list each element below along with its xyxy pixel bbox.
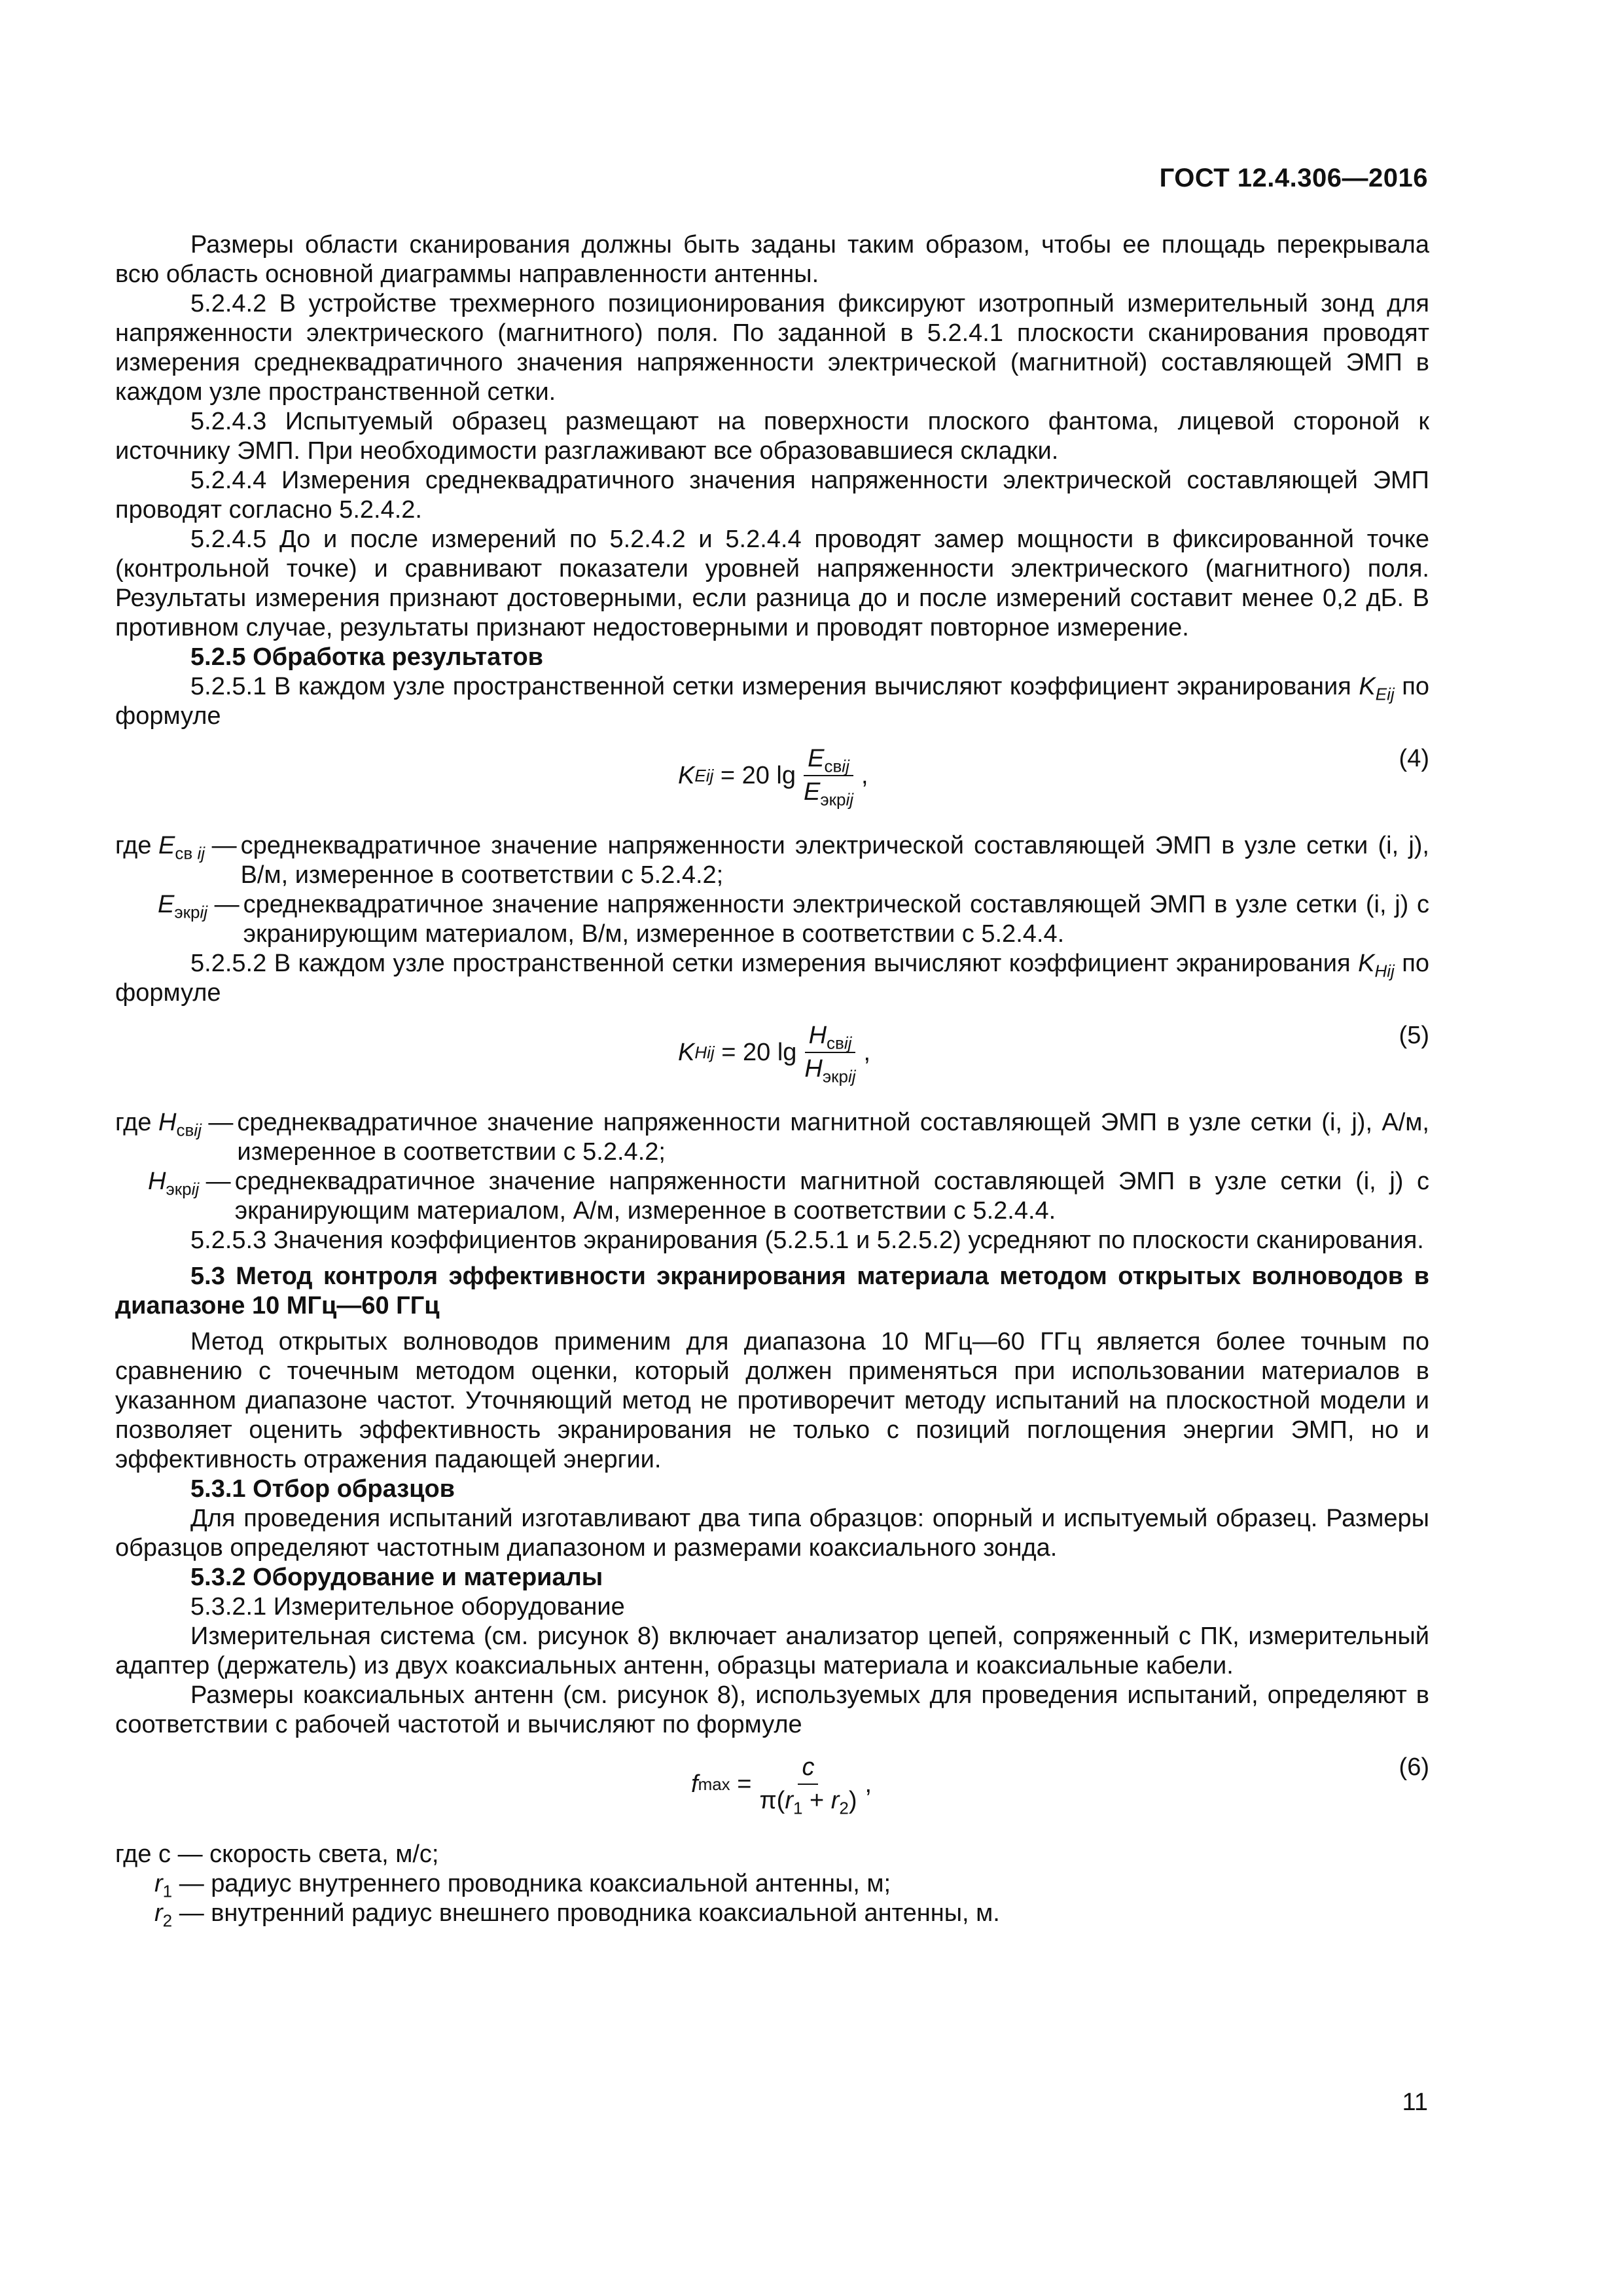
- where-text: среднеквадратичное значение напряженности электрической составляющей ЭМП в узле сетки (i, j), В/м, измеренное в соответствии с 5.2.4.2;: [240, 832, 1429, 889]
- page-content: [115, 230, 1430, 1931]
- page-number: 11: [1402, 2089, 1428, 2116]
- where-text: — радиус внутреннего проводника коаксиальной антенны, м;: [179, 1870, 891, 1897]
- paragraph: Измерительная система (см. рисунок 8) включает анализатор цепей, сопряженный с ПК, измерительный адаптер (держатель) из двух коаксиальных антенн, образцы материала и коаксиальные кабели.: [115, 1623, 1429, 1679]
- formula-5-where-2: $H_{экрij}$ — среднеквадратичное значение напряженности магнитной составляющей ЭМП в узле сетки (i, j) с экранирующим материалом, А/м, измеренное в соответствии с 5.2.4.4.: [148, 1168, 1429, 1225]
- formula-6-expression: f max = $\frac{c}{\pi(r_1 + r_2)}$ ,: [691, 1753, 872, 1818]
- formula-5-expression: K Hij = 20 lg $\frac{H_{свij}}{H_{экрij}}$ ,: [678, 1022, 871, 1086]
- where-text: — внутренний радиус внешнего проводника коаксиальной антенны, м.: [179, 1899, 1000, 1927]
- formula-5-where-1: где $H_{свij}$ — среднеквадратичное значение напряженности магнитной составляющей ЭМП в узле сетки (i, j), А/м, измеренное в соответствии с 5.2.4.2;: [115, 1109, 1429, 1166]
- formula-4: [115, 735, 1429, 823]
- where-text: среднеквадратичное значение напряженности электрической составляющей ЭМП в узле сетки (i, j) с экранирующим материалом, В/м, измеренное в соответствии с 5.2.4.4.: [243, 891, 1429, 948]
- where-label: где: [115, 832, 152, 859]
- formula-4-number: (4): [1399, 745, 1429, 772]
- paragraph-5-2-4-4: 5.2.4.4 Измерения среднеквадратичного значения напряженности электрической составляющей ЭМП проводят согласно 5.2.4.2.: [115, 467, 1429, 524]
- formula-4-expression: K Eij = 20 lg $\frac{E_{свij}}{E_{экрij}}$ ,: [678, 745, 868, 810]
- paragraph-5-3-2-1: 5.3.2.1 Измерительное оборудование: [190, 1593, 625, 1621]
- heading-5-3-2: 5.3.2 Оборудование и материалы: [190, 1564, 603, 1591]
- standard-header: ГОСТ 12.4.306—2016: [1159, 164, 1428, 192]
- heading-5-3: 5.3 Метод контроля эффективности экранирования материала методом открытых волноводов в диапазоне 10 МГц—60 ГГц: [115, 1263, 1429, 1319]
- formula-6: [115, 1744, 1429, 1832]
- paragraph: Для проведения испытаний изготавливают два типа образцов: опорный и испытуемый образец. Размеры образцов определяют частотным диапазоном и размерами коаксиального зонда.: [115, 1505, 1429, 1562]
- paragraph-text: 5.2.5.2 В каждом узле пространственной сетки измерения вычисляют коэффициент экранирования: [190, 950, 1351, 977]
- dash: —: [211, 832, 237, 859]
- paragraph: Размеры области сканирования должны быть заданы таким образом, чтобы ее площадь перекрывала всю область основной диаграммы направленности антенны.: [115, 231, 1429, 288]
- heading-5-2-5: 5.2.5 Обработка результатов: [190, 643, 544, 671]
- paragraph-5-2-5-3: 5.2.5.3 Значения коэффициентов экранирования (5.2.5.1 и 5.2.5.2) усредняют по плоскости сканирования.: [190, 1227, 1424, 1254]
- formula-operator: = 20 lg: [721, 1038, 797, 1066]
- formula-4-where-2: $E_{экрij}$ — среднеквадратичное значение напряженности электрической составляющей ЭМП в узле сетки (i, j) с экранирующим материалом, В/м, измеренное в соответствии с 5.2.4.4.: [158, 891, 1429, 948]
- formula-6-number: (6): [1399, 1753, 1429, 1781]
- where-6-c: где c — скорость света, м/с;: [115, 1840, 439, 1868]
- paragraph-5-2-4-3: 5.2.4.3 Испытуемый образец размещают на поверхности плоского фантома, лицевой стороной к источнику ЭМП. При необходимости разглаживают все образовавшиеся складки.: [115, 408, 1429, 465]
- paragraph-text: 5.2.5.1 В каждом узле пространственной сетки измерения вычисляют коэффициент экранирования: [190, 673, 1351, 700]
- paragraph-5-2-4-5: 5.2.4.5 До и после измерений по 5.2.4.2 и 5.2.4.4 проводят замер мощности в фиксированной точке (контрольной точке) и сравнивают показатели уровней напряженности электрического (магнитного) поля. Результаты измерения признают достоверными, если разница до и после измерений составит менее 0,2 дБ. В противном случае, результаты признают недостоверными и проводят повторное измерение.: [115, 526, 1429, 641]
- paragraph-5-2-5-2: 5.2.5.2 В каждом узле пространственной сетки измерения вычисляют коэффициент экранирования $K_{Hij}$ по формуле: [115, 950, 1430, 1007]
- formula-5: [115, 1012, 1429, 1100]
- where-text: среднеквадратичное значение напряженности магнитной составляющей ЭМП в узле сетки (i, j) с экранирующим материалом, А/м, измеренное в соответствии с 5.2.4.4.: [234, 1168, 1429, 1225]
- heading-5-3-1: 5.3.1 Отбор образцов: [190, 1475, 455, 1503]
- where-6-r2: $r_2$ — внутренний радиус внешнего проводника коаксиальной антенны, м.: [154, 1899, 1000, 1931]
- paragraph-text: по формуле: [115, 673, 1429, 730]
- formula-4-where-1: где $E_{св ij}$ — среднеквадратичное значение напряженности электрической составляющей ЭМП в узле сетки (i, j), В/м, измеренное в соответствии с 5.2.4.2;: [115, 832, 1429, 889]
- where-text: среднеквадратичное значение напряженности магнитной составляющей ЭМП в узле сетки (i, j), А/м, измеренное в соответствии с 5.2.4.2;: [237, 1109, 1429, 1166]
- formula-operator: = 20 lg: [720, 761, 796, 789]
- where-6-r1: $r_1$ — радиус внутреннего проводника коаксиальной антенны, м;: [154, 1870, 891, 1901]
- paragraph: Метод открытых волноводов применим для диапазона 10 МГц—60 ГГц является более точным по сравнению с точечным методом оценки, который должен применяться при использовании материалов в указанном диапазоне частот. Уточняющий метод не противоречит методу испытаний на плоскостной модели и позволяет оценить эффективность экранирования не только с позиций поглощения энергии ЭМП, но и эффективность отражения падающей энергии.: [115, 1328, 1429, 1473]
- paragraph: Размеры коаксиальных антенн (см. рисунок 8), используемых для проведения испытаний, определяют в соответствии с рабочей частотой и вычисляют по формуле: [115, 1681, 1429, 1738]
- paragraph-text: по формуле: [115, 950, 1430, 1007]
- paragraph-5-2-5-1: 5.2.5.1 В каждом узле пространственной сетки измерения вычисляют коэффициент экранирования $K_{Eij}$ по формуле: [115, 673, 1429, 730]
- paragraph-5-2-4-2: 5.2.4.2 В устройстве трехмерного позиционирования фиксируют изотропный измерительный зонд для напряженности электрического (магнитного) поля. По заданной в 5.2.4.1 плоскости сканирования проводят измерения среднеквадратичного значения напряженности электрической (магнитной) составляющей ЭМП в каждом узле пространственной сетки.: [115, 290, 1429, 406]
- formula-5-number: (5): [1399, 1022, 1429, 1049]
